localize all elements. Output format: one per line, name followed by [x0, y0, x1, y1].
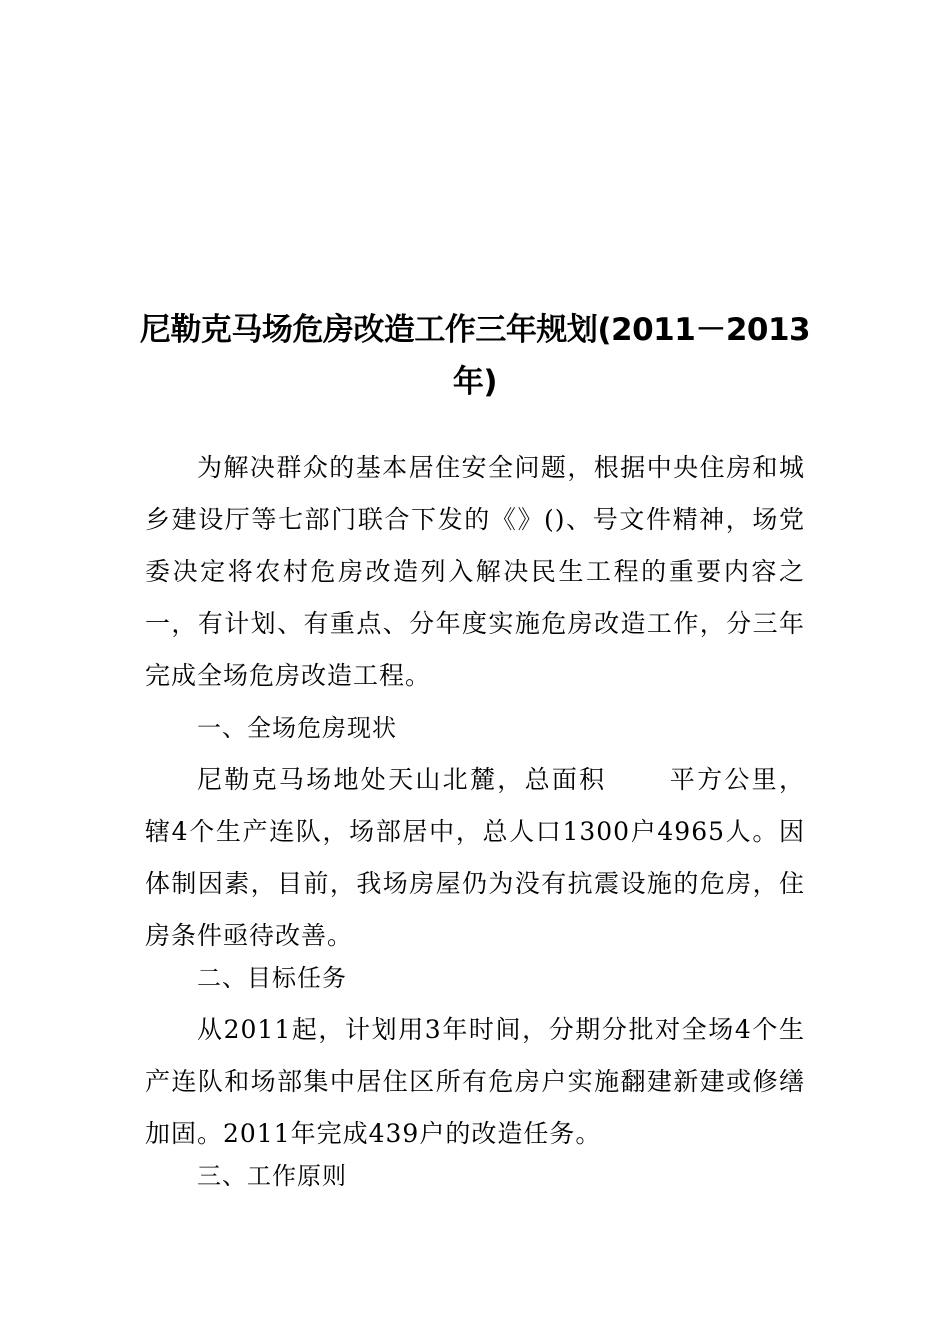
- section-heading-2: 二、目标任务: [197, 964, 347, 992]
- section-1-text-b: 平方公里，辖4个生产连队，场部居中，总人口1300户4965人。因体制因素，目前，我场房屋仍为没有抗震设施的危房，住房条件亟待改善。: [145, 765, 805, 950]
- section-1-text-a: 尼勒克马场地处天山北麓，总面积: [197, 765, 607, 794]
- title-line-2: 年): [452, 364, 498, 400]
- section-1-paragraph: [145, 754, 805, 962]
- title-line-1: 尼勒克马场危房改造工作三年规划(2011－2013: [139, 312, 811, 348]
- document-title: [120, 304, 830, 408]
- intro-paragraph: 为解决群众的基本居住安全问题，根据中央住房和城乡建设厅等七部门联合下发的《》()、号文件精神，场党委决定将农村危房改造列入解决民生工程的重要内容之一，有计划、有重点、分年度实施危房改造工作，分三年完成全场危房改造工程。: [145, 453, 805, 690]
- section-2-paragraph: 从2011起，计划用3年时间，分期分批对全场4个生产连队和场部集中居住区所有危房户实施翻建新建或修缮加固。2011年完成439户的改造任务。: [145, 1015, 805, 1148]
- section-heading-1: 一、全场危房现状: [197, 714, 397, 742]
- section-heading-3: 三、工作原则: [197, 1162, 347, 1190]
